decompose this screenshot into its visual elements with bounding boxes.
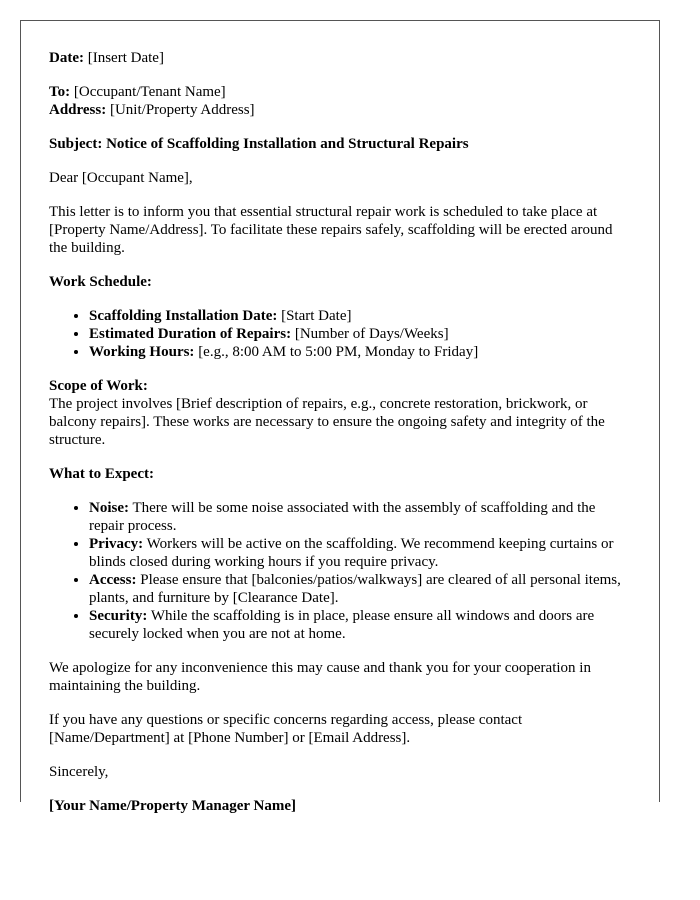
list-item [89,325,634,343]
recipient-block [49,83,634,119]
expect-item-value: Workers will be active on the scaffolding. We recommend keeping curtains or blinds closed during working hours if you require privacy. [89,536,614,570]
address-line [49,101,634,119]
scope-heading: Scope of Work: [49,378,148,394]
to-line [49,83,634,101]
to-value: [Occupant/Tenant Name] [73,84,226,100]
salutation: Dear [Occupant Name], [49,170,193,186]
schedule-item-value: [Start Date] [281,308,352,324]
intro-paragraph: This letter is to inform you that essential structural repair work is scheduled to take place at [Property Name/Address]. To facilitate these repairs safely, scaffolding will be erected around the building. [49,204,613,256]
expect-list [49,499,634,643]
schedule-item-label: Working Hours: [89,344,195,360]
expect-item-label: Access: [89,572,137,588]
expect-item-value: There will be some noise associated with the assembly of scaffolding and the repair process. [89,500,596,534]
expect-item-label: Security: [89,608,148,624]
scope-block [49,377,634,449]
apology-paragraph: We apologize for any inconvenience this may cause and thank you for your cooperation in maintaining the building. [49,660,591,694]
letter-content [49,49,634,831]
expect-item-value: Please ensure that [balconies/patios/walkways] are cleared of all personal items, plants, and furniture by [Clearance Date]. [89,572,621,606]
list-item [89,571,634,607]
expect-item-value: While the scaffolding is in place, please ensure all windows and doors are securely locked when you are not at home. [89,608,595,642]
contact-paragraph: If you have any questions or specific concerns regarding access, please contact [Name/Department] at [Phone Number] or [Email Address]. [49,712,523,746]
list-item [89,535,634,571]
schedule-item-label: Estimated Duration of Repairs: [89,326,292,342]
list-item [89,343,634,361]
work-schedule-heading: Work Schedule: [49,274,152,290]
date-label: Date: [49,50,84,66]
to-label: To: [49,84,71,100]
list-item [89,499,634,535]
subject-line: Subject: Notice of Scaffolding Installation and Structural Repairs [49,136,469,152]
scope-text: The project involves [Brief description of repairs, e.g., concrete restoration, brickwork, or balcony repairs]. These works are necessary to ensure the ongoing safety and integrity of the structure. [49,396,605,448]
letter-page [20,20,660,814]
list-item [89,607,634,643]
address-label: Address: [49,102,107,118]
expect-item-label: Privacy: [89,536,144,552]
work-schedule-list [49,307,634,361]
list-item [89,307,634,325]
schedule-item-value: [Number of Days/Weeks] [294,326,449,342]
date-value: [Insert Date] [87,50,164,66]
date-line [49,49,634,67]
closing: Sincerely, [49,764,109,780]
signature-line: [Your Name/Property Manager Name] [49,798,297,814]
expect-item-label: Noise: [89,500,129,516]
schedule-item-value: [e.g., 8:00 AM to 5:00 PM, Monday to Friday] [198,344,479,360]
expect-heading: What to Expect: [49,466,154,482]
schedule-item-label: Scaffolding Installation Date: [89,308,278,324]
address-value: [Unit/Property Address] [109,102,255,118]
